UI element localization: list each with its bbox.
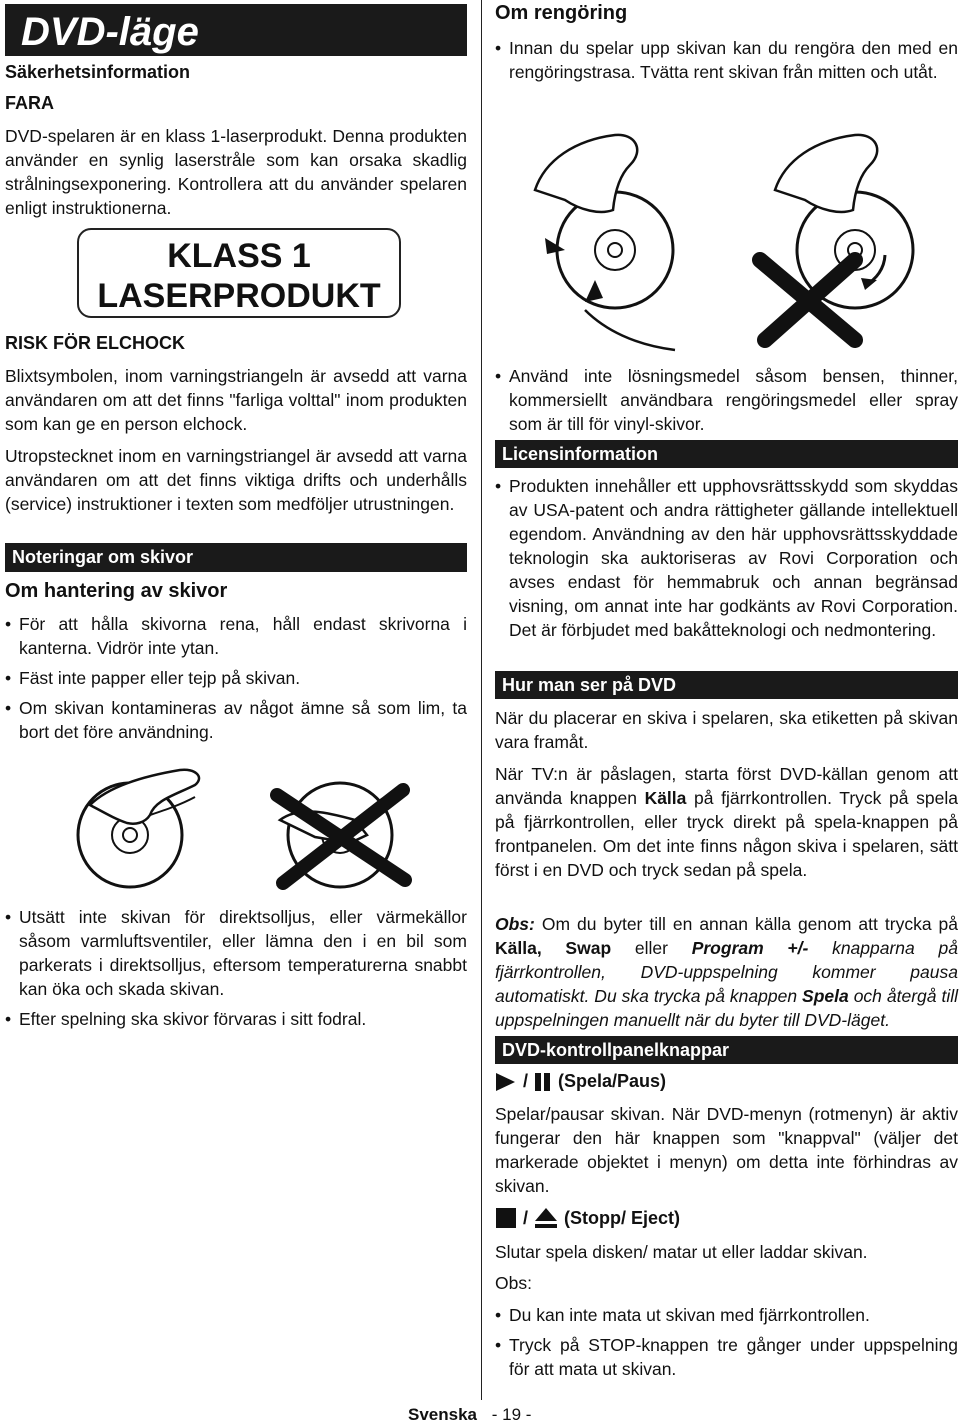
- safety-heading: Säkerhetsinformation: [5, 62, 191, 82]
- solvent-list: [495, 364, 958, 436]
- license-list: [495, 474, 958, 642]
- list-item: • Efter spelning ska skivor förvaras i sitt fodral.: [5, 1007, 467, 1031]
- list-item: • Utsätt inte skivan för direktsolljus, eller värmekällor såsom varmluftsventiler, eller lämna den i en bil som parkerats i direktsolljus, eftersom temperaturerna snabbt kan öka och skada skivan.: [5, 905, 467, 1001]
- column-divider: [481, 0, 482, 1400]
- watch-text-1: När du placerar en skiva i spelaren, ska etiketten på skivan vara framåt.: [495, 708, 958, 752]
- license-bar: Licensinformation: [495, 440, 958, 468]
- list-item: • Använd inte lösningsmedel såsom bensen, thinner, kommersiellt användbara rengöringsmedel eller spray som är till för vinyl-skivor.: [495, 364, 958, 436]
- exclamation-text: Utropstecknet inom en varningstriangel är avsedd att varna användaren om att det finns viktiga drifts och underhålls (service) instruktioner i texten som medföljer utrustningen.: [5, 446, 467, 514]
- incorrect-hold-disc: [277, 783, 405, 887]
- handling-list: [5, 612, 467, 744]
- footer-language: Svenska: [408, 1405, 477, 1424]
- handling-heading: Om hantering av skivor: [5, 580, 228, 602]
- list-item: • Om skivan kontamineras av något ämne så som lim, ta bort det före användning.: [5, 696, 467, 744]
- play-pause-heading: / (Spela/Paus): [495, 1071, 666, 1092]
- incorrect-cleaning-disc: [760, 135, 913, 340]
- obs-label: Obs:: [495, 1273, 532, 1293]
- stop-eject-text: Slutar spela disken/ matar ut eller laddar skivan.: [495, 1242, 868, 1262]
- play-icon: [495, 1072, 517, 1092]
- laser-label-line2: LASERPRODUKT: [97, 277, 381, 315]
- play-pause-text: Spelar/pausar skivan. När DVD-menyn (rotmenyn) är aktiv fungerar den här knappen som "knappval" (väljer det markerade objektet i menyn) om detta inte förhindras av skivan.: [495, 1104, 958, 1196]
- obs-note: Obs: Om du byter till en annan källa genom att trycka på Källa, Swap eller Program +/- knapparna på fjärrkontrollen, DVD-uppspelning kommer pausa automatiskt. Du ska trycka på knappen Spela och återgå till uppspelningen manuellt när du byter till DVD-läget.: [495, 914, 958, 1030]
- eject-icon: [534, 1207, 558, 1229]
- stop-icon: [495, 1207, 517, 1229]
- danger-text: DVD-spelaren är en klass 1-laserprodukt. Denna produkten använder en synlig laserstråle som kan orsaka skadlig strålningsexponering. Kontrollera att du använder spelaren enligt instruktionerna.: [5, 126, 467, 218]
- correct-cleaning-disc: [535, 135, 675, 350]
- laser-class-label: [77, 228, 401, 318]
- panel-bar: DVD-kontrollpanelknappar: [495, 1036, 958, 1064]
- stop-notes-list: [495, 1303, 958, 1381]
- list-item: • Produkten innehåller ett upphovsrättsskydd som skyddas av USA-patent och andra rättigheter gällande intellektuell egendom. Användning av den här upphovsrättsskyddade teknologin ska auktoriseras av Rovi Corporation och avses endast för hemmabruk och annan begränsad visning, om annat inte har godkänts av Rovi Corporation. Det är förbjudet med bakåtteknologi och nedmontering.: [495, 474, 958, 642]
- correct-hold-disc: [78, 770, 199, 887]
- stop-eject-heading: / (Stopp/ Eject): [495, 1207, 680, 1229]
- footer-page-number: - 19 -: [491, 1405, 532, 1424]
- laser-label-line1: KLASS 1: [167, 237, 311, 275]
- shock-text: Blixtsymbolen, inom varningstriangeln är avsedd att varna användaren om att det finns "farliga volttal" inom produkten som kan ge en person elchock.: [5, 366, 467, 434]
- storage-list: [5, 905, 467, 1031]
- watch-bar: Hur man ser på DVD: [495, 671, 958, 699]
- danger-heading: FARA: [5, 93, 54, 113]
- cleaning-list: [495, 36, 958, 84]
- page-title: DVD-läge: [5, 4, 467, 56]
- notes-bar: Noteringar om skivor: [5, 543, 467, 572]
- list-item: • Innan du spelar upp skivan kan du rengöra den med en rengöringstrasa. Tvätta rent skivan från mitten och utåt.: [495, 36, 958, 84]
- list-item: • Fäst inte papper eller tejp på skivan.: [5, 666, 467, 690]
- shock-heading: RISK FÖR ELCHOCK: [5, 333, 185, 353]
- list-item: • För att hålla skivorna rena, håll endast skrivorna i kanterna. Vidrör inte ytan.: [5, 612, 467, 660]
- cleaning-heading: Om rengöring: [495, 2, 628, 24]
- page-footer: [408, 1405, 531, 1425]
- list-item: • Du kan inte mata ut skivan med fjärrkontrollen.: [495, 1303, 958, 1327]
- pause-icon: [534, 1072, 552, 1092]
- disc-cleaning-illustration: [525, 130, 945, 355]
- list-item: • Tryck på STOP-knappen tre gånger under uppspelning för att mata ut skivan.: [495, 1333, 958, 1381]
- watch-text-2: När TV:n är påslagen, starta först DVD-källan genom att använda knappen Källa på fjärrkontrollen. Tryck på spela på fjärrkontrollen, eller tryck direkt på spela-knappen på frontpanelen. Om det inte finns någon skiva i spelaren, sätt först i en DVD och tryck sedan på spela.: [495, 764, 958, 880]
- disc-handling-illustration: [55, 765, 445, 890]
